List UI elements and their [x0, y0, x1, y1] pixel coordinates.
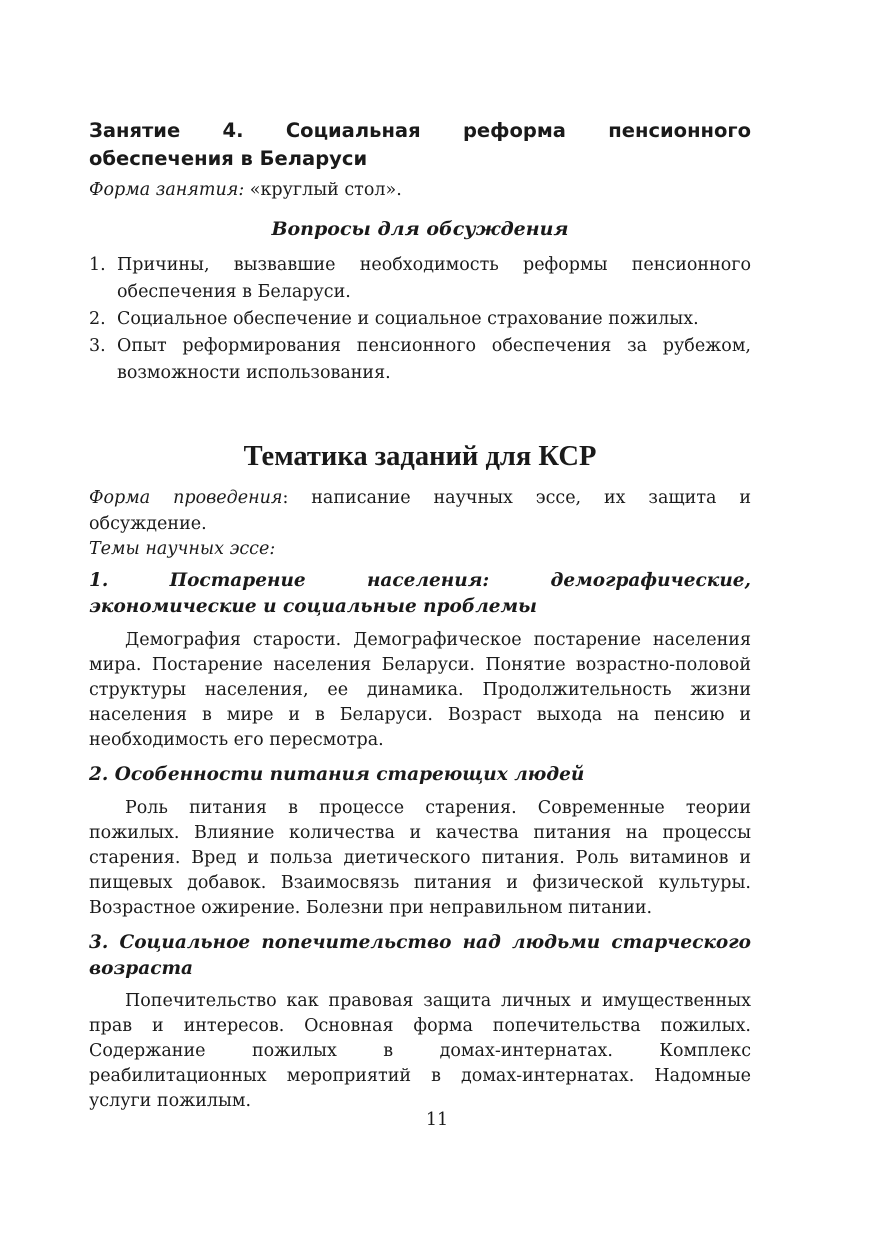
question-item	[89, 333, 751, 387]
topic-paragraph: Роль питания в процессе старения. Современные теории пожилых. Влияние количества и качества питания на процессы старения. Вред и польза диетического питания. Роль витаминов и пищевых добавок. Взаимосвязь питания и физической культуры. Возрастное ожирение. Болезни при неправильном питании.	[89, 798, 751, 918]
ksr-section-title: Тематика заданий для КСР	[243, 441, 597, 472]
topic-title-text: Особенности питания стареющих людей	[114, 764, 585, 785]
topic-title-text: Социальное попечительство над людьми старческого возраста	[89, 932, 751, 979]
question-number: 1.	[89, 255, 106, 275]
topic-title	[89, 930, 751, 982]
questions-heading: Вопросы для обсуждения	[271, 218, 569, 240]
topic-paragraph: Попечительство как правовая защита личных и имущественных прав и интересов. Основная форма попечительства пожилых. Содержание пожилых в домах-интернатах. Комплекс реабилитационных мероприятий в домах-интернатах. Надомные услуги пожилым.	[89, 991, 751, 1111]
topic-paragraph: Демография старости. Демографическое постарение населения мира. Постарение населения Беларуси. Понятие возрастно-половой структуры населения, ее динамика. Продолжительность жизни населения в мире и в Беларуси. Возраст выхода на пенсию и необходимость его пересмотра.	[89, 630, 751, 750]
question-number: 2.	[89, 309, 106, 329]
topic-title	[89, 762, 751, 788]
question-text: Социальное обеспечение и социальное страхование пожилых.	[117, 309, 699, 329]
lesson-form-label: Форма занятия:	[89, 180, 245, 200]
topic-number: 1.	[89, 570, 109, 591]
ksr-form-label: Форма проведения	[89, 488, 283, 508]
question-item	[89, 306, 751, 333]
ksr-form-value: : написание научных эссе, их защита и обсуждение.	[89, 488, 751, 534]
question-text: Опыт реформирования пенсионного обеспечения за рубежом, возможности использования.	[117, 336, 751, 383]
topic-number: 2.	[89, 764, 109, 785]
lesson-title: Занятие 4. Социальная реформа пенсионного обеспечения в Беларуси	[89, 119, 751, 170]
topic-title-text: Постарение населения: демографические, экономические и социальные проблемы	[89, 570, 751, 617]
topic-title	[89, 568, 751, 620]
ksr-form-line	[89, 485, 751, 537]
question-item	[89, 252, 751, 306]
lesson-form-line	[89, 177, 751, 203]
topic-number: 3.	[89, 932, 109, 953]
ksr-themes-label	[89, 536, 751, 562]
questions-list	[89, 252, 751, 387]
question-text: Причины, вызвавшие необходимость реформы пенсионного обеспечения в Беларуси.	[117, 255, 751, 302]
question-number: 3.	[89, 336, 106, 356]
themes-label-text: Темы научных эссе:	[89, 539, 276, 559]
lesson-form-value: «круглый стол».	[244, 180, 402, 200]
page-number: 11	[425, 1110, 449, 1130]
